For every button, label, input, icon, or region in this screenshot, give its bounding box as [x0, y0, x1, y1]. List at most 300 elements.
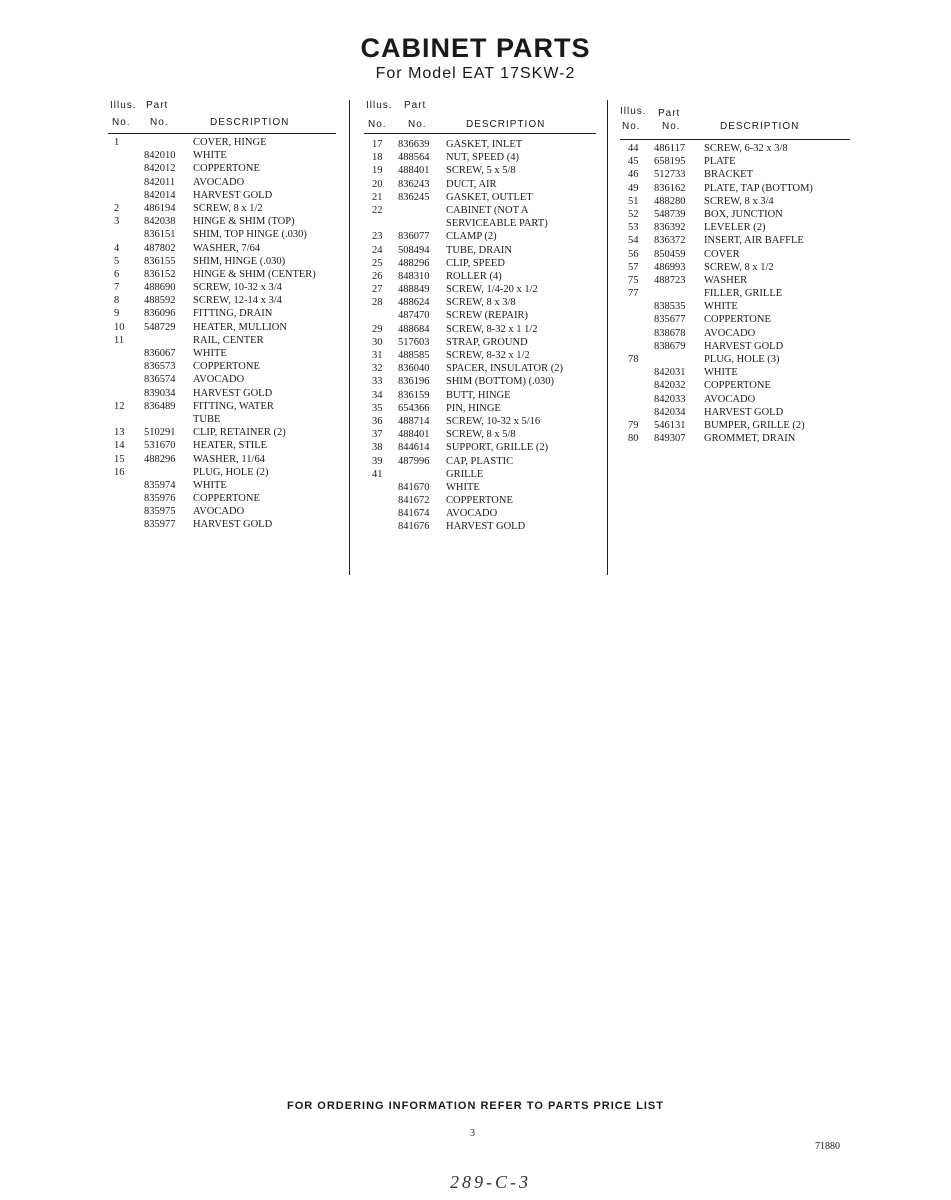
part-description: CLIP, RETAINER (2) [193, 427, 286, 439]
table-row [108, 400, 336, 413]
table-row [364, 455, 596, 468]
part-description: SCREW, 8-32 x 1/2 [446, 350, 530, 361]
description-header: DESCRIPTION [720, 121, 800, 132]
table-row [620, 274, 850, 287]
table-row [364, 283, 596, 296]
part-number: 488714 [398, 415, 430, 427]
table-row [108, 268, 336, 281]
part-number: 842011 [144, 176, 176, 188]
table-row [108, 189, 336, 202]
part-number: 836159 [398, 389, 430, 401]
part-description: GRILLE [446, 468, 484, 480]
part-description: WASHER, 7/64 [193, 242, 261, 254]
table-row [620, 379, 850, 392]
part-description: HARVEST GOLD [704, 406, 784, 418]
part-number: 836245 [398, 191, 430, 203]
illus-number: 27 [372, 284, 383, 296]
part-description: FITTING, DRAIN [193, 308, 273, 320]
table-row [620, 155, 850, 168]
part-number: 836067 [144, 348, 176, 359]
parts-rows [620, 140, 850, 445]
table-row [364, 204, 596, 217]
table-row [620, 234, 850, 247]
illus-number: 31 [372, 350, 383, 361]
illus-number: 37 [372, 429, 383, 441]
part-number: 488585 [398, 350, 430, 361]
header-rule [620, 139, 850, 140]
part-number: 488684 [398, 323, 430, 335]
part-number: 841676 [398, 521, 430, 533]
illus-number: 56 [628, 248, 639, 260]
part-description: BRACKET [704, 169, 754, 181]
part-number: 839034 [144, 387, 176, 399]
part-number: 838535 [654, 301, 686, 313]
illus-number: 11 [114, 334, 125, 346]
part-number: 836196 [398, 376, 430, 388]
part-number: 841670 [398, 481, 430, 493]
table-row [108, 347, 336, 360]
table-row [620, 406, 850, 419]
illus-number: 17 [372, 139, 383, 150]
illus-number: 38 [372, 442, 383, 454]
table-row [364, 257, 596, 270]
illus-header-bottom: No. [622, 121, 641, 132]
illus-header-top: Illus. [366, 100, 393, 111]
illus-number: 29 [372, 323, 383, 335]
part-number: 836573 [144, 361, 176, 373]
parts-column-3 [620, 106, 850, 445]
part-description: HARVEST GOLD [193, 519, 273, 531]
part-description: TUBE, DRAIN [446, 244, 512, 256]
illus-number: 45 [628, 156, 639, 168]
part-number: 488296 [398, 257, 430, 269]
table-row [108, 255, 336, 268]
part-description: HINGE & SHIM (CENTER) [193, 268, 316, 280]
illus-header-top: Illus. [110, 100, 137, 111]
part-description: CLAMP (2) [446, 231, 497, 243]
part-description: AVOCADO [193, 374, 245, 386]
table-row [364, 230, 596, 243]
part-number: 487470 [398, 310, 430, 322]
part-number: 488280 [654, 195, 686, 207]
part-description: CABINET (NOT A [446, 204, 529, 216]
table-row [364, 217, 596, 230]
part-number: 486993 [654, 261, 686, 273]
part-number: 487996 [398, 455, 430, 467]
part-description: LEVELER (2) [704, 222, 766, 234]
illus-header-bottom: No. [368, 119, 387, 130]
table-row [620, 142, 850, 155]
part-description: WHITE [193, 348, 227, 359]
column-divider [349, 100, 350, 575]
illus-number: 2 [114, 202, 120, 214]
illus-number: 49 [628, 182, 639, 194]
illus-number: 30 [372, 336, 383, 348]
part-number: 488401 [398, 429, 430, 441]
table-row [108, 215, 336, 228]
table-row [108, 202, 336, 215]
part-description: INSERT, AIR BAFFLE [704, 235, 804, 247]
table-row [364, 244, 596, 257]
table-row [108, 162, 336, 175]
table-row [364, 389, 596, 402]
table-row [108, 479, 336, 492]
part-description: PLUG, HOLE (2) [193, 466, 269, 478]
illus-number: 14 [114, 440, 125, 452]
table-row [620, 168, 850, 181]
table-row [364, 151, 596, 164]
header-rule [364, 133, 596, 134]
part-number: 508494 [398, 244, 430, 256]
table-row [364, 415, 596, 428]
part-number: 517603 [398, 336, 430, 348]
table-row [364, 323, 596, 336]
illus-number: 25 [372, 257, 383, 269]
part-number: 488401 [398, 165, 430, 177]
part-number: 836151 [144, 229, 176, 241]
part-header-bottom: No. [408, 119, 427, 130]
part-description: COPPERTONE [193, 163, 260, 175]
part-number: 836162 [654, 182, 686, 194]
table-row [620, 419, 850, 432]
table-row [364, 481, 596, 494]
part-header-top: Part [658, 108, 681, 119]
part-description: WASHER [704, 274, 748, 286]
table-row [364, 336, 596, 349]
part-number: 836574 [144, 374, 176, 386]
part-description: SHIM (BOTTOM) (.030) [446, 376, 555, 388]
part-description: HARVEST GOLD [446, 521, 526, 533]
illus-number: 19 [372, 165, 383, 177]
table-row [364, 178, 596, 191]
part-description: CLIP, SPEED [446, 257, 505, 269]
part-description: SCREW, 8 x 5/8 [446, 429, 516, 441]
part-description: FILLER, GRILLE [704, 288, 783, 300]
part-description: HARVEST GOLD [704, 340, 784, 352]
column-header [364, 100, 596, 134]
part-description: HINGE & SHIM (TOP) [193, 216, 295, 228]
part-description: SCREW, 8 x 1/2 [193, 202, 263, 214]
part-description: SCREW, 8 x 3/4 [704, 195, 774, 207]
document-code: 71880 [815, 1141, 840, 1152]
table-row [620, 221, 850, 234]
part-description: WHITE [193, 150, 227, 162]
illus-number: 16 [114, 466, 125, 478]
part-number: 510291 [144, 427, 176, 439]
part-number: 488849 [398, 284, 430, 296]
illus-number: 7 [114, 282, 120, 294]
illus-number: 41 [372, 468, 383, 480]
part-number: 842031 [654, 367, 686, 379]
parts-column-1 [108, 100, 336, 532]
part-description: HEATER, MULLION [193, 321, 287, 333]
part-number: 835975 [144, 506, 176, 518]
part-number: 842033 [654, 393, 686, 405]
part-description: WASHER, 11/64 [193, 453, 265, 465]
illus-number: 57 [628, 261, 639, 273]
part-number: 658195 [654, 156, 686, 168]
illus-number: 21 [372, 191, 383, 203]
table-row [108, 387, 336, 400]
part-number: 835974 [144, 479, 176, 491]
table-row [364, 520, 596, 533]
part-number: 836155 [144, 255, 176, 267]
part-description: AVOCADO [704, 393, 756, 405]
part-number: 488723 [654, 274, 686, 286]
table-row [108, 360, 336, 373]
table-row [364, 375, 596, 388]
part-description: AVOCADO [193, 176, 245, 188]
part-number: 838678 [654, 327, 686, 339]
part-number: 836639 [398, 139, 430, 150]
part-number: 835977 [144, 519, 176, 531]
table-row [364, 296, 596, 309]
part-description: SCREW, 10-32 x 5/16 [446, 415, 541, 427]
table-row [108, 334, 336, 347]
illus-number: 32 [372, 363, 383, 375]
illus-number: 18 [372, 152, 383, 164]
table-row [108, 439, 336, 452]
part-number: 512733 [654, 169, 686, 181]
illus-number: 34 [372, 389, 383, 401]
part-number: 842010 [144, 150, 176, 162]
illus-number: 51 [628, 195, 639, 207]
parts-rows [364, 134, 596, 534]
part-description: SCREW, 10-32 x 3/4 [193, 282, 282, 294]
table-row [620, 248, 850, 261]
part-number: 842014 [144, 189, 176, 201]
part-description: COPPERTONE [193, 493, 260, 505]
illus-number: 4 [114, 242, 120, 254]
part-description: BUMPER, GRILLE (2) [704, 419, 805, 431]
table-row [108, 242, 336, 255]
table-row [364, 468, 596, 481]
part-number: 842012 [144, 163, 176, 175]
table-row [364, 349, 596, 362]
part-number: 842034 [654, 406, 686, 418]
part-description: COPPERTONE [193, 361, 260, 373]
part-description: COVER, HINGE [193, 137, 267, 148]
part-number: 546131 [654, 419, 686, 431]
part-number: 835976 [144, 493, 176, 505]
part-description: PIN, HINGE [446, 402, 501, 414]
part-description: WHITE [704, 301, 738, 313]
part-description: ROLLER (4) [446, 270, 502, 282]
illus-number: 20 [372, 178, 383, 190]
part-description: PLATE [704, 156, 736, 168]
part-description: SCREW, 12-14 x 3/4 [193, 295, 282, 307]
part-description: AVOCADO [446, 508, 498, 520]
table-row [364, 441, 596, 454]
table-row [108, 176, 336, 189]
part-description: WHITE [446, 481, 480, 493]
table-row [108, 413, 336, 426]
parts-rows [108, 134, 336, 532]
part-description: DUCT, AIR [446, 178, 497, 190]
illus-number: 77 [628, 288, 639, 300]
part-description: SCREW, 8 x 1/2 [704, 261, 774, 273]
illus-number: 78 [628, 354, 639, 365]
part-number: 486194 [144, 202, 176, 214]
table-row [620, 300, 850, 313]
table-row [620, 340, 850, 353]
part-header-top: Part [146, 100, 169, 111]
table-row [108, 466, 336, 479]
part-number: 488564 [398, 152, 430, 164]
table-row [108, 505, 336, 518]
part-number: 836096 [144, 308, 176, 320]
table-row [108, 321, 336, 334]
part-description: GASKET, INLET [446, 139, 523, 150]
part-description: COPPERTONE [704, 380, 771, 392]
table-row [364, 191, 596, 204]
part-number: 841672 [398, 495, 430, 507]
illus-number: 5 [114, 255, 120, 267]
illus-number: 9 [114, 308, 120, 320]
page-number: 3 [470, 1128, 475, 1139]
parts-column-2 [364, 100, 596, 534]
illus-number: 26 [372, 270, 383, 282]
part-number: 836243 [398, 178, 430, 190]
table-row [364, 164, 596, 177]
part-description: FITTING, WATER [193, 400, 274, 412]
table-row [364, 138, 596, 151]
part-number: 838679 [654, 340, 686, 352]
part-description: SUPPORT, GRILLE (2) [446, 442, 549, 454]
column-header [108, 100, 336, 134]
part-number: 548739 [654, 208, 686, 220]
illus-number: 12 [114, 400, 125, 412]
part-description: SCREW, 8 x 3/8 [446, 297, 516, 309]
illus-number: 75 [628, 274, 639, 286]
part-number: 488592 [144, 295, 176, 307]
page-subtitle: For Model EAT 17SKW-2 [375, 65, 576, 82]
column-divider [607, 100, 608, 575]
illus-number: 15 [114, 453, 125, 465]
table-row [620, 261, 850, 274]
part-number: 842038 [144, 216, 176, 228]
part-number: 488296 [144, 453, 176, 465]
table-row [108, 307, 336, 320]
table-row [364, 507, 596, 520]
table-row [108, 281, 336, 294]
part-header-bottom: No. [150, 117, 169, 128]
illus-number: 22 [372, 204, 383, 216]
part-description: COPPERTONE [446, 495, 513, 507]
table-row [364, 309, 596, 322]
illus-number: 35 [372, 402, 383, 414]
part-number: 835677 [654, 314, 686, 326]
table-row [108, 294, 336, 307]
table-row [364, 428, 596, 441]
table-row [108, 228, 336, 241]
part-number: 654366 [398, 402, 430, 414]
part-number: 849307 [654, 433, 686, 445]
part-number: 836077 [398, 231, 430, 243]
ordering-footer: FOR ORDERING INFORMATION REFER TO PARTS PRICE LIST [287, 1100, 664, 1112]
table-row [108, 518, 336, 531]
part-description: GASKET, OUTLET [446, 191, 533, 203]
illus-number: 39 [372, 455, 383, 467]
table-row [364, 270, 596, 283]
part-number: 488624 [398, 297, 430, 309]
part-description: AVOCADO [704, 327, 756, 339]
part-description: RAIL, CENTER [193, 334, 264, 346]
table-row [620, 195, 850, 208]
illus-number: 33 [372, 376, 383, 388]
part-description: COVER [704, 248, 740, 260]
part-description: COPPERTONE [704, 314, 771, 326]
part-number: 836489 [144, 400, 176, 412]
illus-number: 1 [114, 137, 120, 148]
table-row [108, 492, 336, 505]
part-description: SPACER, INSULATOR (2) [446, 363, 563, 375]
table-row [620, 182, 850, 195]
header-rule [108, 133, 336, 134]
part-description: HARVEST GOLD [193, 387, 273, 399]
part-description: SHIM, TOP HINGE (.030) [193, 229, 307, 241]
part-description: HEATER, STILE [193, 440, 268, 452]
part-description: BOX, JUNCTION [704, 208, 783, 220]
table-row [620, 353, 850, 366]
table-row [620, 287, 850, 300]
table-row [620, 366, 850, 379]
illus-number: 44 [628, 143, 639, 154]
part-number: 836392 [654, 222, 686, 234]
page-title: CABINET PARTS [360, 33, 591, 63]
part-description: BUTT, HINGE [446, 389, 511, 401]
part-description: SCREW, 1/4-20 x 1/2 [446, 284, 538, 296]
illus-number: 46 [628, 169, 639, 181]
illus-header-bottom: No. [112, 117, 131, 128]
part-description: HARVEST GOLD [193, 189, 273, 201]
description-header: DESCRIPTION [210, 117, 290, 128]
table-row [620, 393, 850, 406]
table-row [108, 453, 336, 466]
illus-number: 80 [628, 433, 639, 445]
table-row [620, 327, 850, 340]
illus-number: 24 [372, 244, 383, 256]
illus-number: 10 [114, 321, 125, 333]
part-number: 487802 [144, 242, 176, 254]
part-description: AVOCADO [193, 506, 245, 518]
part-number: 850459 [654, 248, 686, 260]
part-description: CAP, PLASTIC [446, 455, 514, 467]
illus-number: 23 [372, 231, 383, 243]
part-number: 842032 [654, 380, 686, 392]
part-header-bottom: No. [662, 121, 681, 132]
part-description: SERVICEABLE PART) [446, 218, 548, 230]
part-description: SCREW (REPAIR) [446, 310, 528, 322]
part-number: 848310 [398, 270, 430, 282]
part-number: 836152 [144, 268, 176, 280]
part-number: 836040 [398, 363, 430, 375]
part-description: PLUG, HOLE (3) [704, 354, 780, 365]
part-description: SCREW, 8-32 x 1 1/2 [446, 323, 538, 335]
table-row [108, 426, 336, 439]
description-header: DESCRIPTION [466, 119, 546, 130]
illus-number: 79 [628, 419, 639, 431]
part-description: GROMMET, DRAIN [704, 433, 796, 445]
handwritten-note: 289-C-3 [450, 1172, 531, 1192]
part-description: TUBE [193, 413, 221, 425]
part-description: SCREW, 5 x 5/8 [446, 165, 516, 177]
table-row [108, 136, 336, 149]
illus-number: 53 [628, 222, 639, 234]
part-number: 488690 [144, 282, 176, 294]
illus-number: 6 [114, 268, 120, 280]
part-number: 486117 [654, 143, 686, 154]
